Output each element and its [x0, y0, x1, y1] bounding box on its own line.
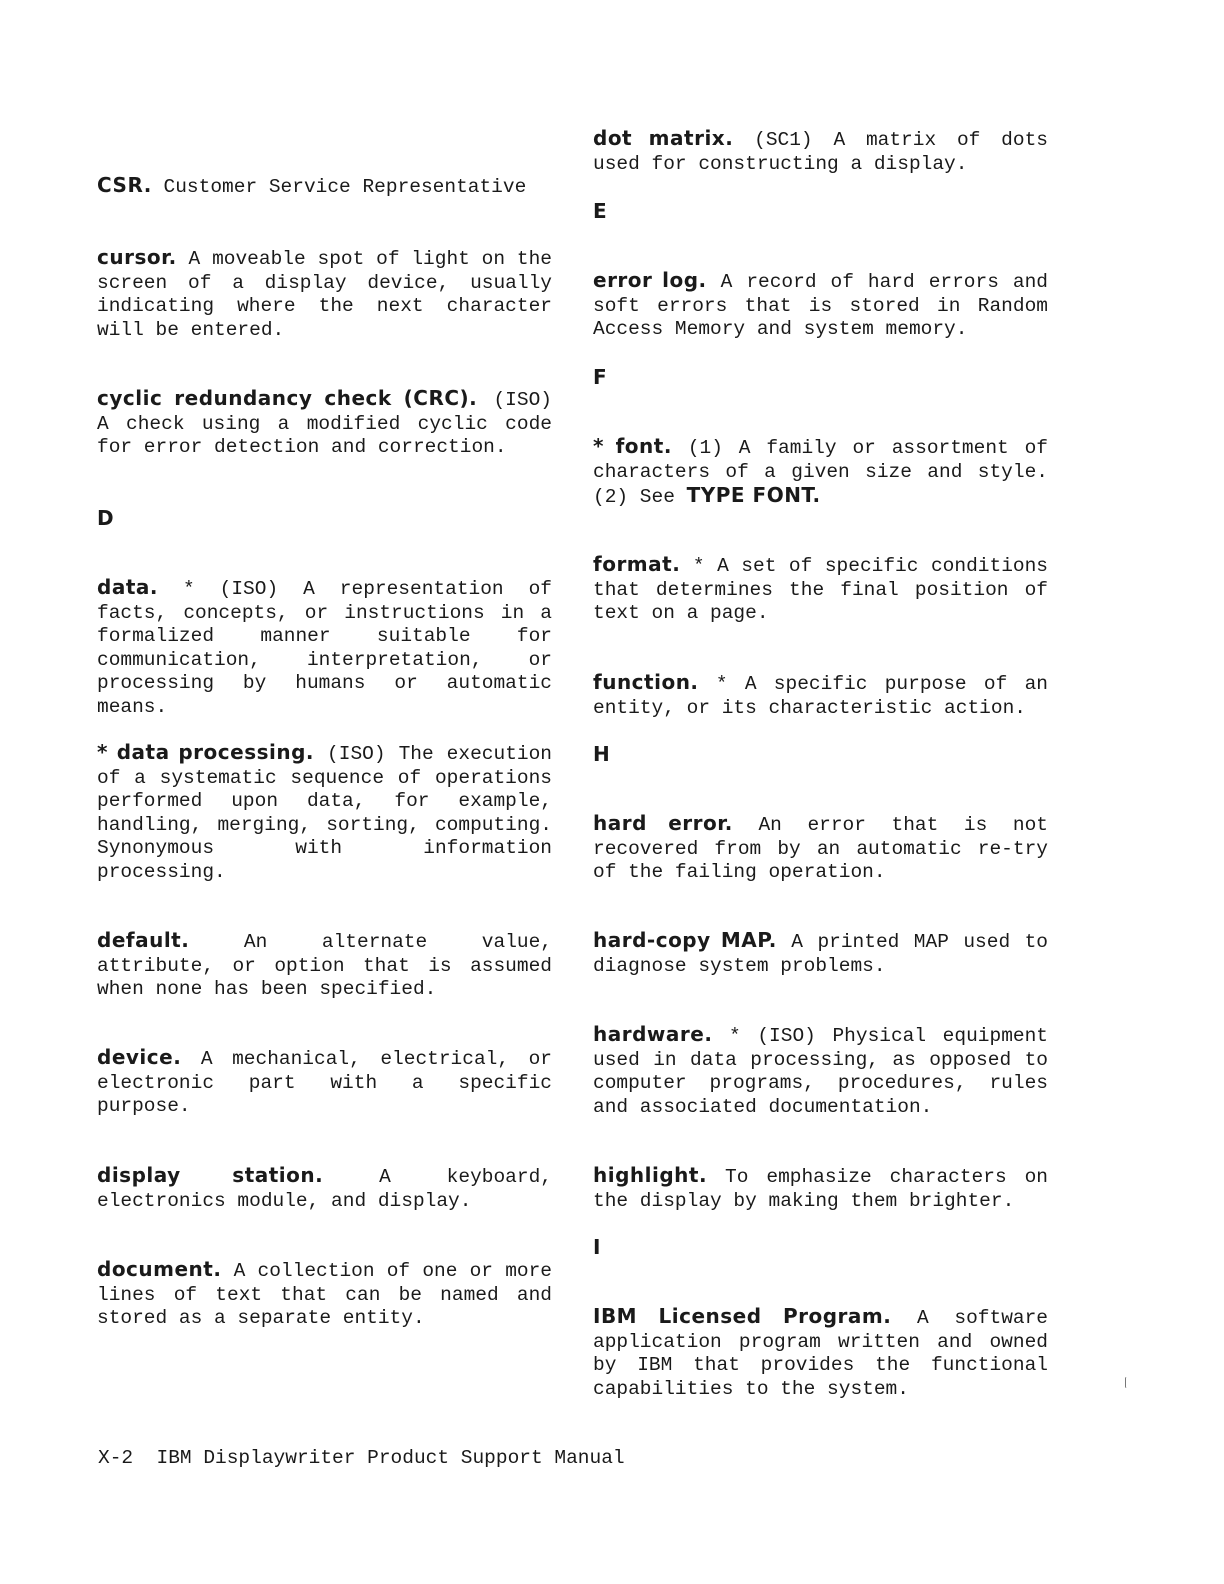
glossary-term: * font. [593, 434, 672, 458]
scan-speck [1125, 1377, 1128, 1388]
glossary-term: display station. [97, 1163, 324, 1187]
glossary-entry-hard-copy-map [593, 928, 1060, 978]
glossary-entry-highlight [593, 1163, 1060, 1213]
glossary-entry-format [593, 552, 1060, 626]
glossary-definition: Customer Service Representative [163, 176, 527, 198]
glossary-term: format. [593, 552, 681, 576]
glossary-entry-function [593, 670, 1060, 720]
glossary-definition: * (ISO) A representation of facts, concepts, or instructions in a formalized manner suitable for communication, interpretation, or processing by humans or automatic means. [97, 578, 564, 718]
glossary-entry-display-station [97, 1163, 564, 1213]
glossary-term: hard-copy MAP. [593, 928, 777, 952]
glossary-entry-device [97, 1045, 564, 1119]
glossary-entry-data [97, 575, 564, 720]
glossary-term: dot matrix. [593, 126, 734, 150]
glossary-entry-dot-matrix [593, 126, 1060, 176]
glossary-definition: (1) A family or assortment of characters of a given size and style. (2) See [593, 437, 1060, 509]
section-letter-e: E [593, 199, 607, 223]
glossary-term: document. [97, 1257, 222, 1281]
glossary-entry-cursor [97, 245, 564, 342]
glossary-entry-crc [97, 386, 564, 460]
glossary-entry-csr [97, 174, 552, 200]
glossary-term: highlight. [593, 1163, 708, 1187]
glossary-definition: A collection of one or more lines of text that can be named and stored as a separate entity. [97, 1260, 564, 1330]
glossary-entry-document [97, 1257, 564, 1331]
glossary-entry-font [593, 434, 1060, 510]
glossary-definition: A mechanical, electrical, or electronic part with a specific purpose. [97, 1048, 564, 1118]
glossary-term: cyclic redundancy check (CRC). [97, 386, 478, 410]
manual-title: IBM Displaywriter Product Support Manual [156, 1447, 625, 1469]
glossary-definition: (ISO) A check using a modified cyclic code for error detection and correction. [97, 389, 564, 459]
glossary-term: error log. [593, 268, 707, 292]
glossary-term: hard error. [593, 811, 733, 835]
glossary-definition: An error that is not recovered from by an automatic re-try of the failing operation. [593, 814, 1060, 884]
glossary-term: data. [97, 575, 158, 599]
section-letter-d: D [97, 506, 114, 530]
glossary-entry-data-processing [97, 740, 564, 885]
glossary-term: hardware. [593, 1022, 713, 1046]
glossary-definition: A moveable spot of light on the screen of a display device, usually indicating where the next character will be entered. [97, 248, 564, 341]
page-footer [98, 1446, 625, 1470]
glossary-definition: (ISO) The execution of a systematic sequence of operations performed upon data, for example, handling, merging, sorting, computing. Synonymous with information processing. [97, 743, 564, 883]
glossary-entry-default [97, 928, 564, 1002]
glossary-term: * data processing. [97, 740, 315, 764]
glossary-entry-error-log [593, 268, 1060, 342]
section-letter-i: I [593, 1235, 601, 1259]
glossary-definition: To emphasize characters on the display by making them brighter. [593, 1166, 1060, 1212]
glossary-entry-hardware [593, 1022, 1060, 1119]
glossary-term: CSR. [97, 173, 152, 197]
glossary-definition: An alternate value, attribute, or option that is assumed when none has been specified. [97, 931, 564, 1001]
glossary-definition: A record of hard errors and soft errors that is stored in Random Access Memory and system memory. [593, 271, 1060, 341]
glossary-definition: * (ISO) Physical equipment used in data processing, as opposed to computer programs, procedures, rules and associated documentation. [593, 1025, 1060, 1118]
glossary-term: cursor. [97, 245, 177, 269]
glossary-reference: TYPE FONT. [686, 483, 821, 508]
glossary-entry-ibm-licensed-program [593, 1304, 1060, 1401]
section-letter-f: F [593, 365, 607, 389]
glossary-definition: (SC1) A matrix of dots used for constructing a display. [593, 129, 1060, 175]
glossary-definition: A printed MAP used to diagnose system problems. [593, 931, 1060, 977]
page-number: X-2 [98, 1447, 134, 1469]
glossary-definition: A keyboard, electronics module, and display. [97, 1166, 564, 1212]
glossary-definition: * A set of specific conditions that determines the final position of text on a page. [593, 555, 1060, 625]
glossary-term: IBM Licensed Program. [593, 1304, 892, 1328]
glossary-term: function. [593, 670, 699, 694]
glossary-term: default. [97, 928, 190, 952]
glossary-term: device. [97, 1045, 182, 1069]
glossary-entry-hard-error [593, 811, 1060, 885]
section-letter-h: H [593, 742, 610, 766]
glossary-definition: A software application program written and owned by IBM that provides the functional capabilities to the system. [593, 1307, 1060, 1400]
glossary-definition: * A specific purpose of an entity, or its characteristic action. [593, 673, 1060, 719]
